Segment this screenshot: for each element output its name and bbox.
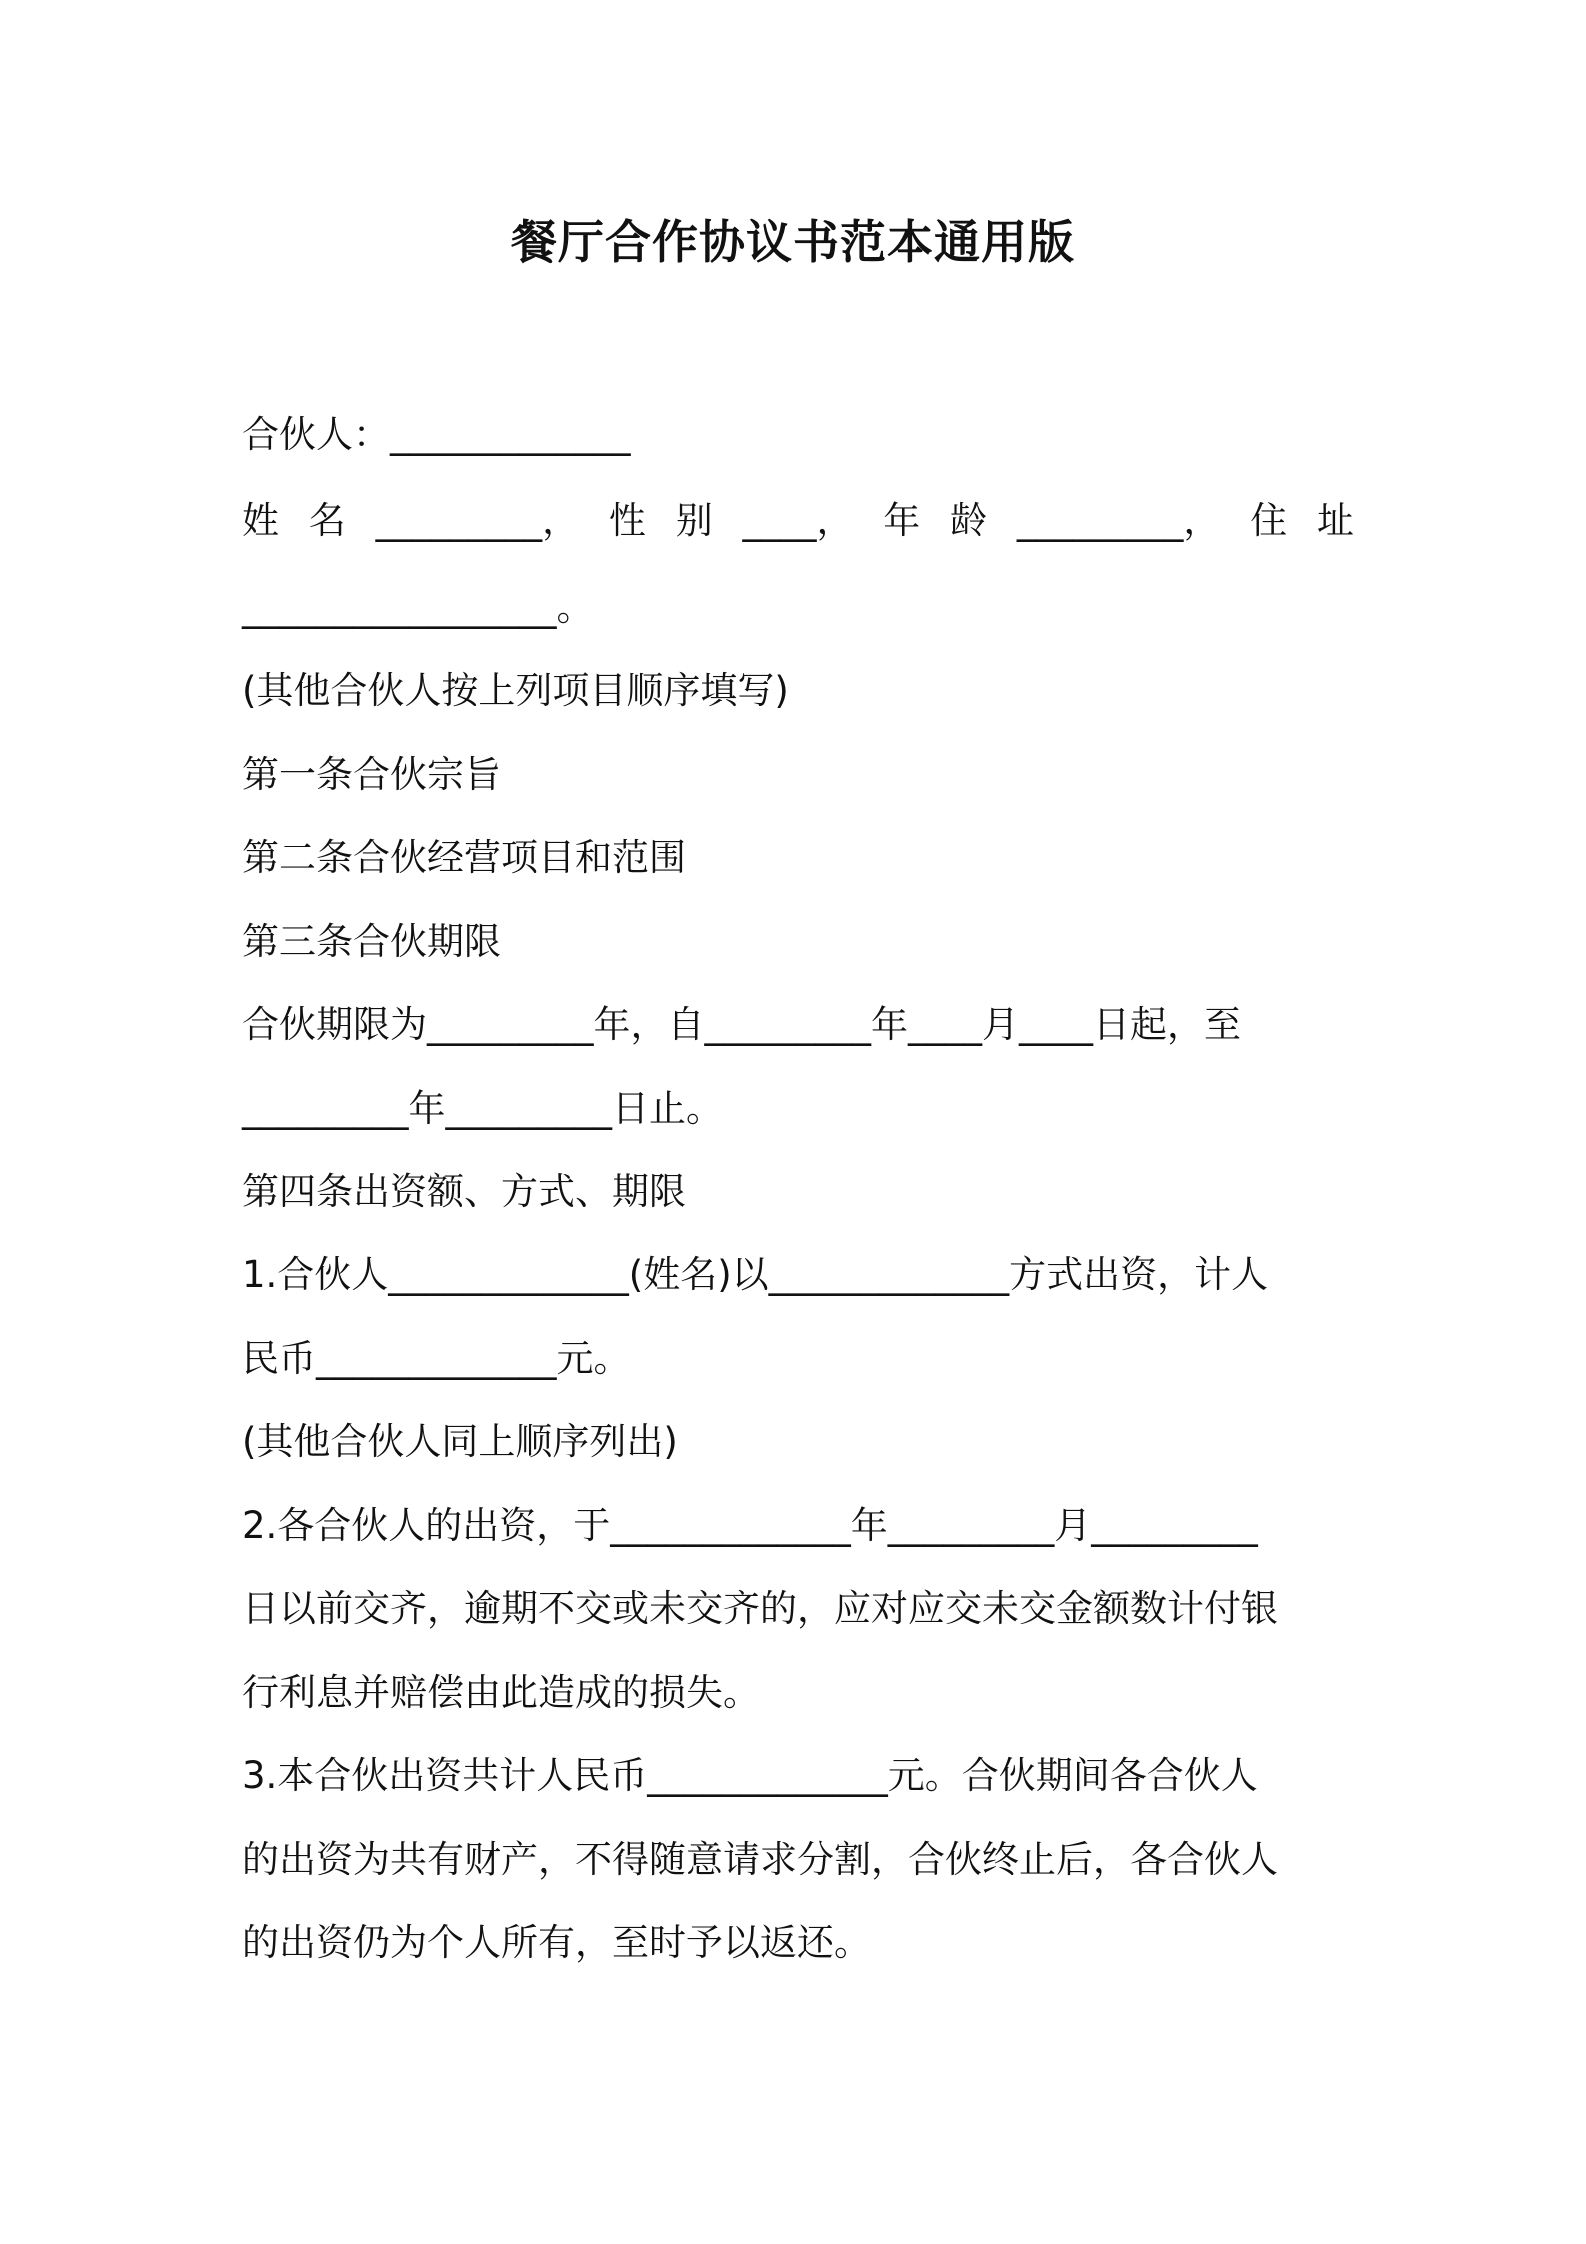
clause-1-line-1: 1.合伙人_____________(姓名)以_____________方式出资，计人 (242, 1253, 1269, 1296)
clause-3-line-3: 的出资仍为个人所有，至时予以返还。 (242, 1921, 871, 1964)
partner-info-segment: 址 (1316, 499, 1354, 542)
partner-info-segment: 别 (675, 499, 713, 542)
partner-info-segment: ____， (742, 499, 854, 542)
partner-info-segment: 性 (608, 499, 646, 542)
clause-3-line-2: 的出资为共有财产，不得随意请求分割，合伙终止后，各合伙人 (242, 1838, 1278, 1881)
partner-label-line: 合伙人：_____________ (242, 413, 631, 456)
article-1-heading: 第一条合伙宗旨 (242, 753, 501, 796)
term-line-1: 合伙期限为_________年，自_________年____月____日起，至 (242, 1003, 1241, 1046)
document-title: 餐厅合作协议书范本通用版 (511, 215, 1075, 269)
article-2-heading: 第二条合伙经营项目和范围 (242, 836, 686, 879)
partner-info-segment: 龄 (950, 499, 988, 542)
clause-2-line-1: 2.各合伙人的出资，于_____________年_________月_________ (242, 1504, 1258, 1547)
partner-info-segment: 姓 (242, 499, 279, 542)
partner-info-segment: 住 (1250, 499, 1288, 542)
clause-1-line-2: 民币_____________元。 (242, 1337, 631, 1380)
clause-2-line-2: 日以前交齐，逾期不交或未交齐的，应对应交未交金额数计付银 (242, 1587, 1278, 1630)
clause-2-line-3: 行利息并赔偿由此造成的损失。 (242, 1671, 760, 1714)
address-blank-line: _________________。 (242, 586, 594, 629)
partner-info-line (242, 496, 1354, 546)
term-line-2: _________年_________日止。 (242, 1087, 723, 1130)
partner-info-segment: _________， (1016, 499, 1221, 542)
article-3-heading: 第三条合伙期限 (242, 920, 501, 963)
other-partners-note: (其他合伙人按上列项目顺序填写) (242, 669, 789, 712)
partner-info-segment: 年 (883, 499, 921, 542)
clause-1-note: (其他合伙人同上顺序列出) (242, 1420, 678, 1463)
partner-info-segment: _________， (375, 499, 580, 542)
clause-3-line-1: 3.本合伙出资共计人民币_____________元。合伙期间各合伙人 (242, 1754, 1258, 1797)
partner-info-segment: 名 (308, 499, 346, 542)
article-4-heading: 第四条出资额、方式、期限 (242, 1170, 686, 1213)
